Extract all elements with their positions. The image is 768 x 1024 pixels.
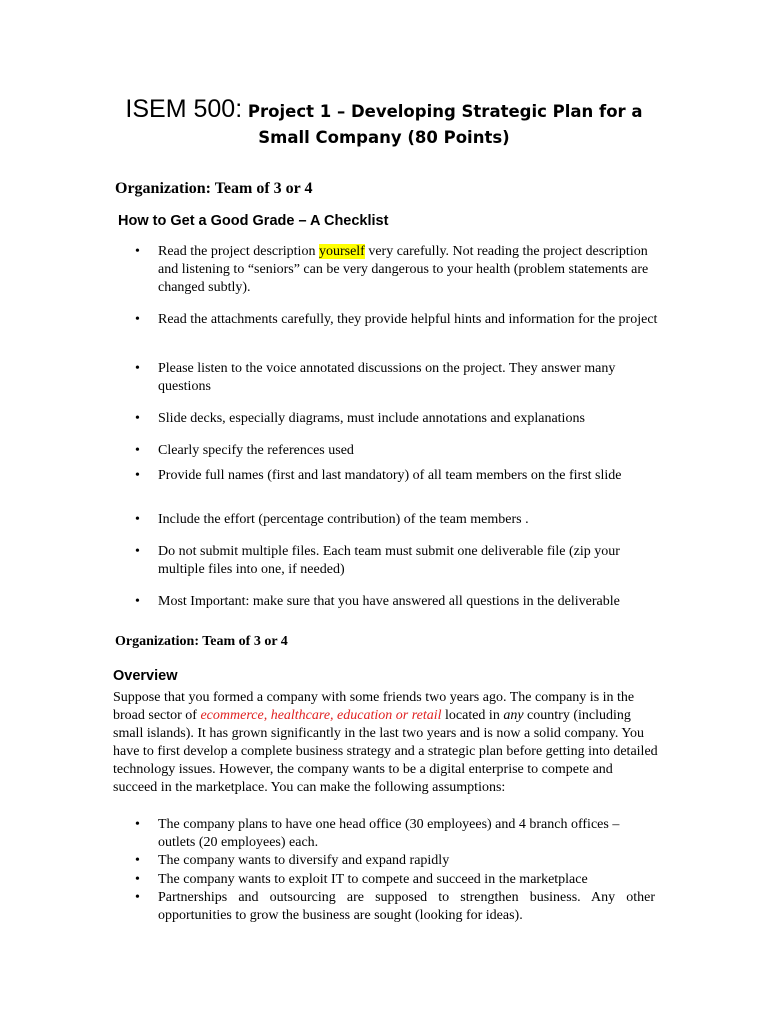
- course-code: ISEM 500:: [125, 95, 243, 123]
- checklist-item: • Slide decks, especially diagrams, must include annotations and explanations: [158, 410, 658, 428]
- checklist-item: • Please listen to the voice annotated discussions on the project. They answer many questions: [158, 360, 658, 396]
- overview-heading: Overview: [113, 668, 178, 684]
- checklist-item: • Read the attachments carefully, they provide helpful hints and information for the project: [158, 311, 658, 329]
- project-title-line2-wrap: [0, 128, 768, 148]
- organization-heading-2: Organization: Team of 3 or 4: [115, 634, 288, 649]
- overview-text-2: located in: [441, 708, 504, 723]
- checklist-item: • Most Important: make sure that you have answered all questions in the deliverable: [158, 593, 658, 611]
- checklist-item: • Include the effort (percentage contribution) of the team members .: [158, 511, 658, 529]
- checklist-heading: How to Get a Good Grade – A Checklist: [118, 213, 389, 229]
- document-title: [0, 95, 768, 124]
- overview-text-3: country (including small islands). It has grown significantly in the last two years and is now a solid company. You have to first develop a complete business strategy and a strategic plan before getting into detailed technology issues. However, the company wants to be a digital enterprise to compete and succeed in the marketplace. You can make the following assumptions:: [113, 708, 658, 795]
- checklist-item-text-cont: very carefully. Not reading the project description and listening to “seniors” can be very dangerous to your health (problem statements are changed subtly).: [158, 244, 649, 295]
- checklist-item: • Clearly specify the references used: [158, 442, 658, 460]
- project-title-line1: Project 1 – Developing Strategic Plan for a: [242, 102, 643, 121]
- overview-text: Suppose that you formed a company with some friends two years ago. The company is in the broad sector of: [113, 690, 635, 723]
- assumption-item: • The company plans to have one head office (30 employees) and 4 branch offices – outlets (20 employees) each.: [158, 816, 655, 852]
- organization-heading: Organization: Team of 3 or 4: [115, 180, 313, 197]
- assumption-item: • Partnerships and outsourcing are supposed to strengthen business. Any other opportunities to grow the business are sought (looking for ideas).: [158, 889, 655, 925]
- checklist-item-text: Read the project description: [158, 244, 319, 259]
- emphasis-any: any: [503, 708, 524, 723]
- highlighted-text: yourself: [318, 244, 365, 259]
- project-title-line2: Small Company (80 Points): [258, 128, 510, 147]
- overview-paragraph: [113, 689, 658, 797]
- checklist-item: • Provide full names (first and last mandatory) of all team members on the first slide: [158, 467, 658, 485]
- assumption-item: • The company wants to exploit IT to compete and succeed in the marketplace: [158, 871, 655, 889]
- sectors-text: ecommerce, healthcare, education or retail: [200, 708, 442, 723]
- assumption-item: • The company wants to diversify and expand rapidly: [158, 852, 655, 870]
- checklist-item: • Do not submit multiple files. Each team must submit one deliverable file (zip your multiple files into one, if needed): [158, 543, 658, 579]
- checklist-item: [158, 243, 658, 297]
